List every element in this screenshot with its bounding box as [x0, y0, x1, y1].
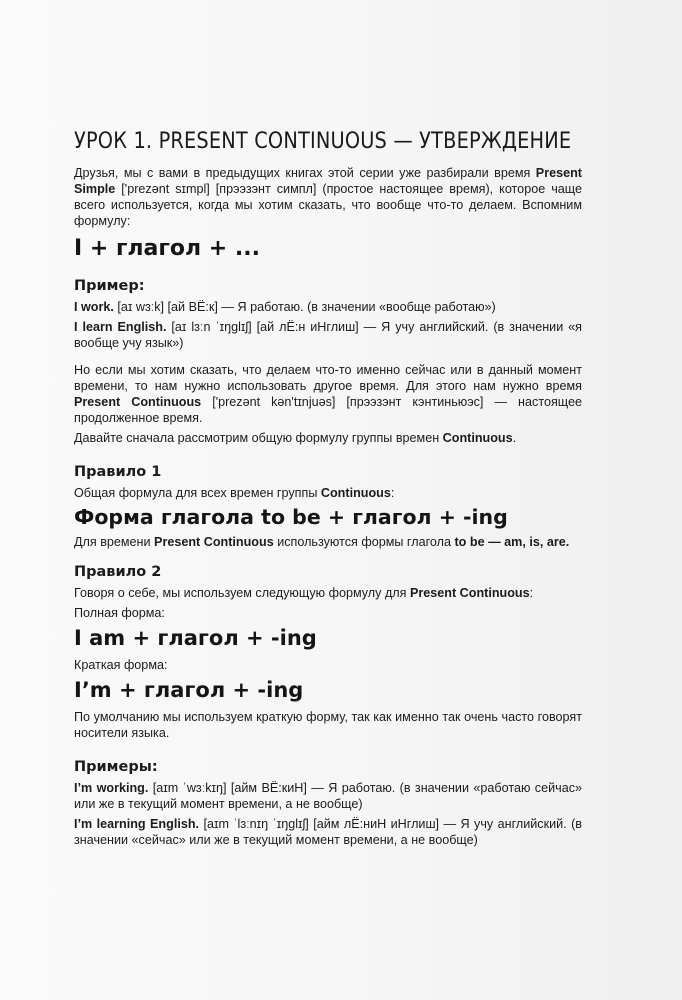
intro-term-present-simple: Present Simple: [74, 166, 582, 196]
rule-1-text: [74, 485, 582, 501]
example-translation: [aɪm ˈlɜːnɪŋ ˈɪŋglɪʃ] [айм лЁ:ниН иНглиш] — Я учу английский. (в значении «сейчас» или же в текущий момент времени, а не вообще): [74, 817, 582, 847]
rule-text-2: :: [390, 486, 395, 500]
rule-text-1: Общая формула для всех времен группы: [74, 486, 321, 500]
term-continuous: Continuous: [442, 431, 513, 445]
example-i-work: [74, 299, 582, 315]
note-text-1: Для времени: [74, 535, 155, 549]
examples-heading: Примеры:: [74, 759, 158, 775]
para-text-1: Давайте сначала рассмотрим общую формулу группы времен: [74, 431, 443, 445]
para-text-1: Но если мы хотим сказать, что делаем что-то именно сейчас или в данный момент времени, то нам нужно использовать другое время. Для этого нам нужно время: [74, 363, 582, 393]
full-form-label: Полная форма:: [74, 606, 165, 620]
para-text-2: ['prezənt kən'tɪnjuəs] [прээзэнт кэнтиньюэс] — настоящее продолженное время.: [74, 395, 582, 425]
rule-text-1: Говоря о себе, мы используем следующую формулу для: [74, 586, 410, 600]
example-phrase: I learn English.: [74, 320, 167, 334]
example-phrase: I’m working.: [74, 781, 149, 795]
example-im-working: [74, 780, 582, 812]
rule-2-text: [74, 585, 582, 601]
term-present-continuous: Present Continuous: [409, 586, 530, 600]
rule-2-heading: Правило 2: [74, 564, 162, 580]
example-phrase: I’m learning English.: [74, 817, 200, 831]
rule-1-heading: Правило 1: [74, 464, 162, 480]
term-continuous: Continuous: [320, 486, 391, 500]
rule-1-note: [74, 534, 582, 550]
continuous-intro-paragraph: [74, 362, 582, 426]
intro-text-2: ['prezənt sɪmpl] [прээзэнт симпл] (простое настоящее время), которое чаще всего используется, когда мы хотим сказать, что вообще что-то делаем. Вспомним формулу:: [74, 182, 582, 228]
example-i-learn-english: [74, 319, 582, 351]
example-im-learning-english: [74, 816, 582, 848]
spacer: [74, 355, 582, 362]
intro-paragraph: [74, 165, 582, 229]
short-form-label: Краткая форма:: [74, 658, 168, 672]
example-heading: Пример:: [74, 278, 145, 294]
lesson-title: УРОК 1. PRESENT CONTINUOUS — УТВЕРЖДЕНИЕ: [74, 128, 572, 154]
para-text-2: .: [512, 431, 517, 445]
short-form-note: По умолчанию мы используем краткую форму, так как именно так очень часто говорят носители языка.: [74, 710, 582, 740]
spacer: [74, 450, 582, 462]
spacer: [74, 745, 582, 757]
rule-text-2: :: [529, 586, 534, 600]
example-translation: [aɪm ˈwɜːkɪŋ] [айм ВЁ:киН] — Я работаю. (в значении «работаю сейчас» или же в текущий момент времени, а не вообще): [74, 781, 582, 811]
general-formula-paragraph: [74, 430, 582, 446]
example-translation: [aɪ lɜːn ˈɪŋglɪʃ] [ай лЁ:н иНглиш] — Я учу английский. (в значении «я вообще учу язык»): [74, 320, 583, 350]
formula-full-form: I am + глагол + -ing: [74, 626, 317, 650]
formula-present-simple: I + глагол + ...: [74, 236, 260, 261]
term-present-continuous: Present Continuous: [74, 395, 202, 409]
example-translation: [aɪ wɜːk] [ай ВЁ:к] — Я работаю. (в значении «вообще работаю»): [113, 300, 496, 314]
term-to-be-forms: to be — am, is, are.: [454, 535, 570, 549]
spacer: [74, 550, 582, 562]
example-phrase: I work.: [74, 300, 114, 314]
note-text-2: используются формы глагола: [273, 535, 455, 549]
intro-text-1: Друзья, мы с вами в предыдущих книгах этой серии уже разбирали время: [74, 166, 536, 180]
formula-short-form: I’m + глагол + -ing: [74, 678, 304, 702]
formula-continuous-general: Форма глагола to be + глагол + -ing: [74, 505, 508, 529]
page-content: [74, 126, 582, 852]
term-present-continuous: Present Continuous: [154, 535, 274, 549]
